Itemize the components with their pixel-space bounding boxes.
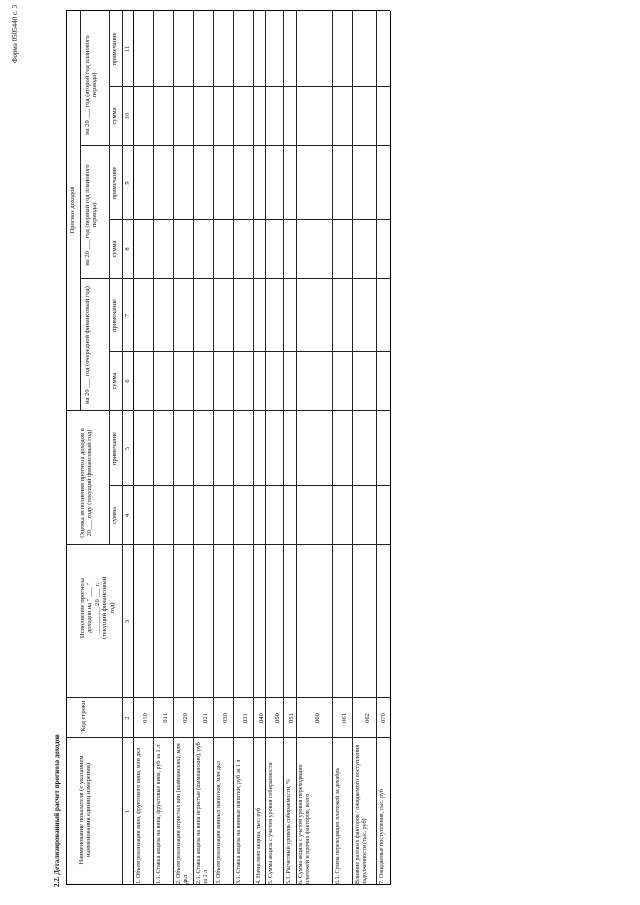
col-num: 8 bbox=[124, 247, 131, 251]
col-num: 5 bbox=[124, 446, 131, 451]
row-code: 031 bbox=[242, 713, 249, 723]
forecast-header: Прогноз доходов bbox=[69, 186, 76, 234]
row-code: 061 bbox=[341, 713, 348, 723]
sum-label: сумма bbox=[111, 240, 118, 258]
row-code: 050 bbox=[274, 713, 281, 723]
row-code: 040 bbox=[258, 713, 265, 723]
col-num: 4 bbox=[124, 513, 131, 518]
indicator-header: Наименование показателя (с указанием наименования единиц измерения) bbox=[78, 755, 93, 865]
year3-header: на 20 ___ год (второй год планового периода) bbox=[84, 35, 99, 135]
col-num: 2 bbox=[124, 716, 131, 720]
sum-label: сумма bbox=[111, 372, 118, 390]
year2-header: на 20 ___ год (первый год планового периода) bbox=[84, 164, 99, 266]
row-label: 5.1. Расчетный уровень собираемости, % bbox=[286, 779, 292, 884]
col-num: 3 bbox=[124, 619, 131, 624]
execution-header: Исполнение прогноза доходов на " ___ " ________ 20 ___ г. (текущий финансовый год) bbox=[79, 576, 116, 640]
sum-label: сумма bbox=[111, 506, 118, 525]
row-label: 5. Сумма акциза с учетом уровня собираемости bbox=[268, 762, 274, 884]
col-num: 6 bbox=[124, 379, 131, 383]
note-label: примечание bbox=[111, 32, 118, 66]
row-label: 2. Объем реализации игристых вин (шампанских), млн дкл bbox=[176, 743, 189, 884]
row-code: 030 bbox=[222, 713, 229, 723]
col-num: 10 bbox=[124, 112, 131, 120]
row-label: 3.1. Ставка акциза на винные напитки, руб за 1 л bbox=[236, 759, 242, 884]
row-code: 011 bbox=[162, 713, 169, 723]
sum-label: сумма bbox=[111, 107, 118, 125]
row-label: 1. Объем реализации вина, фруктового вина, млн дкл bbox=[136, 747, 142, 884]
col-num: 1 bbox=[124, 809, 131, 814]
estimate-header: Оценка исполнения прогноза доходов в 20___ году (текущий финансовый год) bbox=[79, 428, 94, 538]
row-label: Влияние разовых факторов / ожидаемого поступления задолженности (тыс. руб) bbox=[355, 744, 368, 884]
row-code: 062 bbox=[364, 713, 371, 723]
row-code: 020 bbox=[182, 713, 189, 723]
row-code: 051 bbox=[288, 713, 295, 723]
row-label: 3. Объем реализации винных напитков, млн дкл bbox=[216, 761, 222, 884]
note-label: примечание bbox=[111, 166, 118, 200]
col-num: 9 bbox=[124, 181, 131, 185]
note-label: примечание bbox=[111, 431, 118, 466]
row-label: 1.1. Ставка акциза на вина, фруктовые вина, руб за 1 л bbox=[156, 745, 162, 884]
page-number: Форма 0505440 с. 3 bbox=[11, 4, 19, 63]
row-label: 6. Сумма акциза с учетом уровня переходящих платежей и прочих факторов, всего bbox=[298, 764, 311, 884]
col-num: 11 bbox=[124, 45, 131, 53]
note-label: примечание bbox=[111, 298, 118, 333]
row-label: 7. Ожидаемые поступления, тыс. руб bbox=[379, 789, 385, 884]
row-code: 060 bbox=[314, 713, 321, 723]
row-code: 021 bbox=[202, 713, 209, 723]
section-title: 2.2. Детализированный расчет прогноза доходов bbox=[53, 734, 61, 887]
code-header: Код строки bbox=[80, 700, 87, 732]
col-num: 7 bbox=[124, 313, 131, 318]
row-label: 2.1. Ставка акциза на вина игристые (шампанские), руб за 1 л bbox=[196, 742, 209, 884]
row-label: 4. Начислено акциза, тыс. руб bbox=[256, 807, 262, 884]
row-code: 070 bbox=[380, 713, 387, 723]
year1-header: на 20 ___ год (очередной финансовый год) bbox=[84, 286, 91, 404]
row-code: 010 bbox=[142, 713, 149, 723]
row-label: 6.1. Сумма переходящих платежей за декабрь bbox=[335, 767, 341, 884]
